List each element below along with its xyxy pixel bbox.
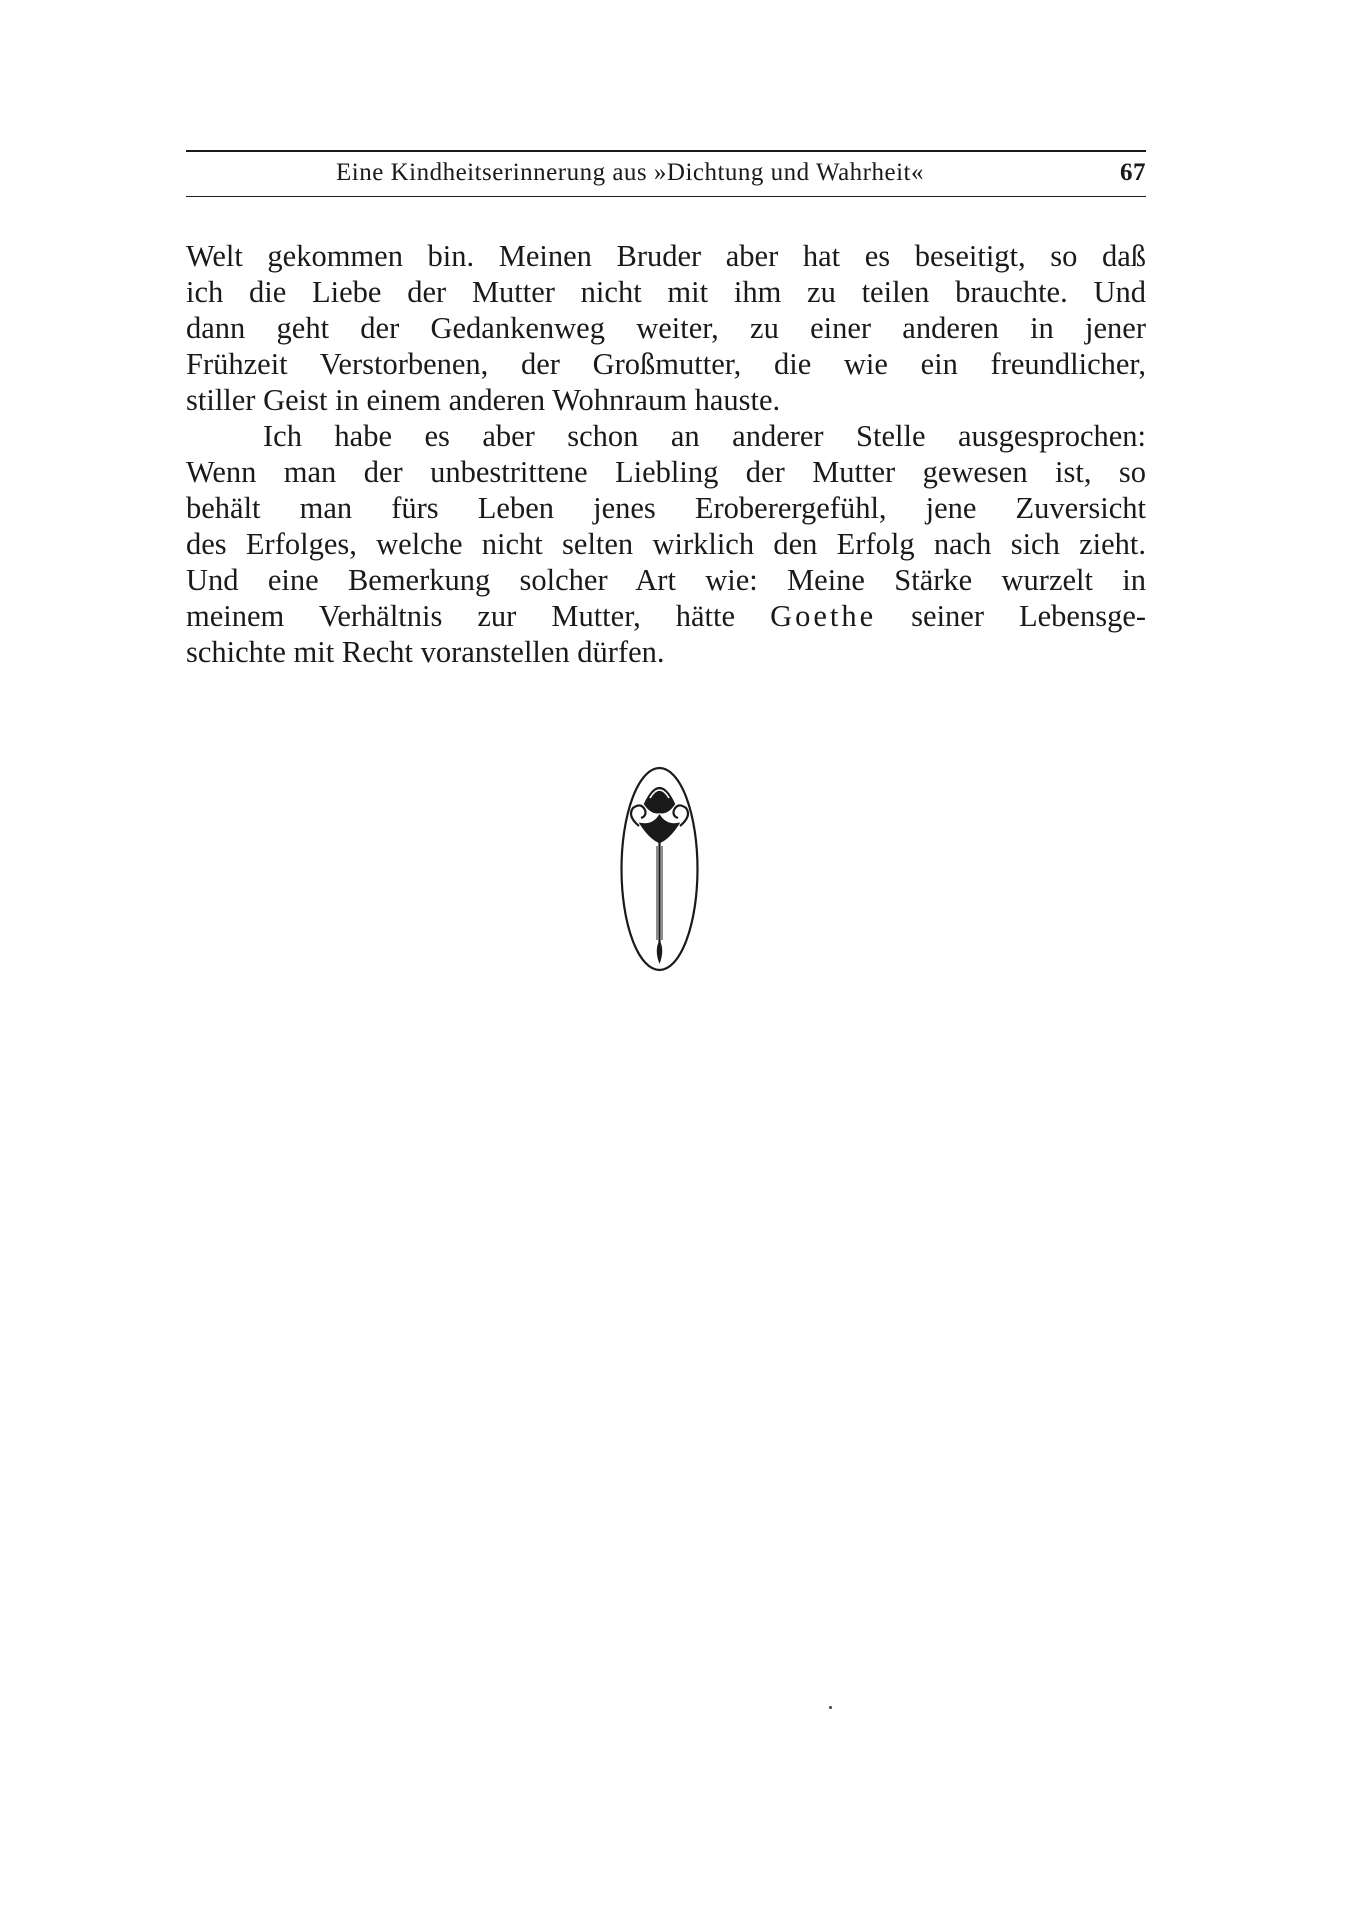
- body-text: [186, 238, 1146, 670]
- text-fragment: meinem Verhältnis zur Mutter, hätte: [186, 599, 736, 633]
- text-line: behält man fürs Leben jenes Eroberergefühl, jene Zuversicht: [186, 491, 1146, 525]
- running-head: [186, 156, 1146, 192]
- text-line-paragraph-start: Ich habe es aber schon an anderer Stelle ausgesprochen:: [263, 419, 1146, 453]
- running-title: Eine Kindheitserinnerung aus »Dichtung und Wahrheit«: [336, 159, 924, 186]
- text-line: Und eine Bemerkung solcher Art wie: Meine Stärke wurzelt in: [186, 563, 1146, 597]
- text-line: Frühzeit Verstorbenen, der Großmutter, die wie ein freundlicher,: [186, 347, 1146, 381]
- floral-tailpiece-ornament-icon: [617, 764, 702, 974]
- text-line: dann geht der Gedankenweg weiter, zu einer anderen in jener: [186, 311, 1146, 345]
- text-fragment: seiner Lebensge-: [911, 599, 1147, 633]
- text-line: schichte mit Recht voranstellen dürfen.: [186, 635, 665, 669]
- header-bottom-rule: [186, 196, 1146, 197]
- text-line: ich die Liebe der Mutter nicht mit ihm zu teilen brauchte. Und: [186, 275, 1146, 309]
- emphasized-name: Goethe: [770, 599, 877, 633]
- text-line: [186, 598, 1146, 634]
- text-line: des Erfolges, welche nicht selten wirklich den Erfolg nach sich zieht.: [186, 527, 1146, 561]
- text-line: Welt gekommen bin. Meinen Bruder aber hat es beseitigt, so daß: [186, 239, 1146, 273]
- print-speck: [829, 1706, 832, 1709]
- header-top-rule: [186, 150, 1146, 152]
- text-line: Wenn man der unbestrittene Liebling der Mutter gewesen ist, so: [186, 455, 1146, 489]
- text-line: stiller Geist in einem anderen Wohnraum hauste.: [186, 383, 781, 417]
- page-number: 67: [1120, 159, 1146, 186]
